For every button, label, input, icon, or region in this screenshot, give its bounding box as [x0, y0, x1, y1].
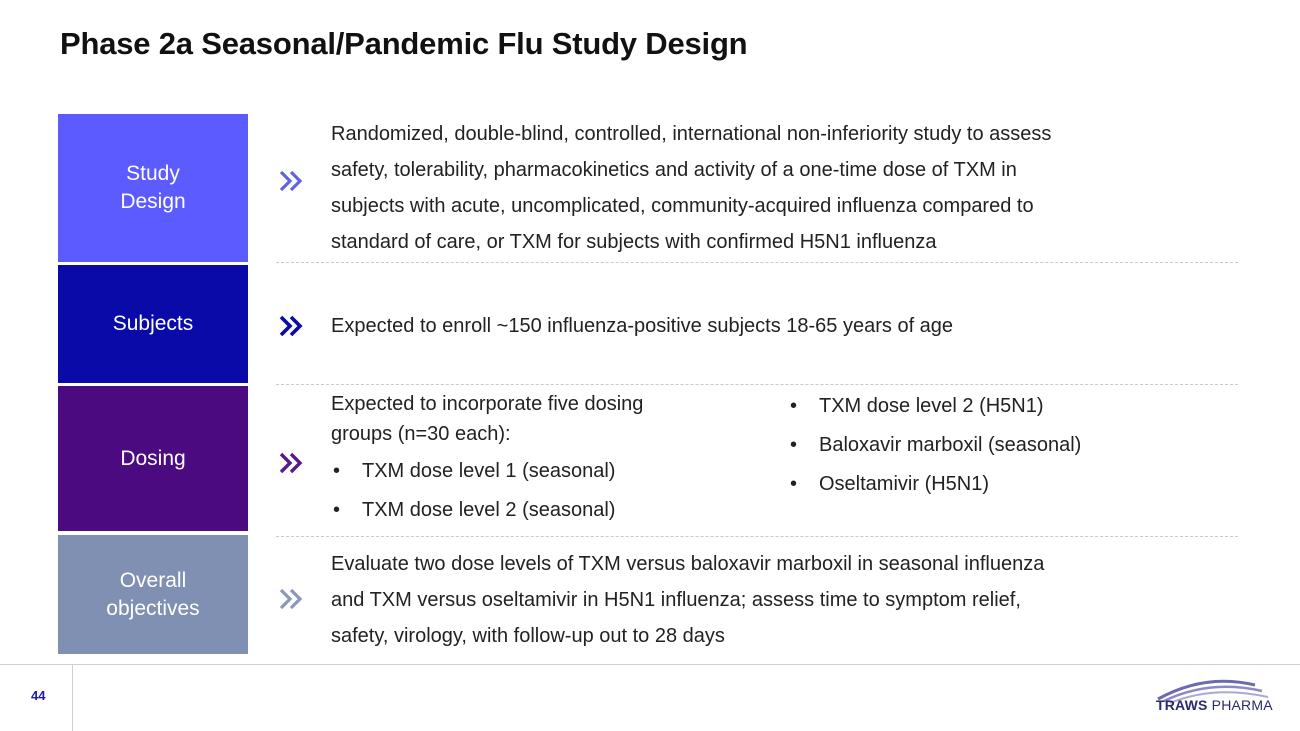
footer-divider	[0, 664, 1300, 665]
objectives-label	[58, 535, 248, 654]
dosing-intro	[331, 389, 751, 449]
dosing-groups-list-right	[788, 387, 1238, 504]
dosing-groups-list-left	[331, 452, 751, 530]
double-chevron-icon	[276, 584, 306, 614]
study-design-label-line2: Design	[120, 190, 186, 213]
list-item: • Baloxavir marboxil (seasonal)	[788, 426, 1238, 465]
objectives-text-line: Evaluate two dose levels of TXM versus baloxavir marboxil in seasonal influenza	[331, 553, 1045, 575]
row-divider	[276, 384, 1238, 385]
subjects-label	[58, 265, 248, 383]
dosing-left-column	[331, 389, 751, 530]
page-number: 44	[31, 688, 46, 703]
study-design-text-line: standard of care, or TXM for subjects with confirmed H5N1 influenza	[331, 231, 937, 253]
row-divider	[276, 536, 1238, 537]
dosing-intro-line: groups (n=30 each):	[331, 423, 511, 445]
study-design-text-line: subjects with acute, uncomplicated, community-acquired influenza compared to	[331, 195, 1034, 217]
double-chevron-icon	[276, 166, 306, 196]
objectives-label-line1: Overall	[119, 568, 187, 592]
row-divider	[276, 262, 1238, 263]
double-chevron-icon	[276, 311, 306, 341]
study-design-label	[58, 114, 248, 262]
list-item: • Oseltamivir (H5N1)	[788, 465, 1238, 504]
dosing-right-column	[788, 387, 1238, 504]
dosing-intro-line: Expected to incorporate five dosing	[331, 393, 644, 415]
logo-word-traws: TRAWS	[1156, 697, 1208, 713]
dosing-label-text: Dosing	[120, 446, 186, 470]
double-chevron-icon	[276, 448, 306, 478]
study-design-text-line: safety, tolerability, pharmacokinetics and activity of a one-time dose of TXM in	[331, 159, 1017, 181]
objectives-text-line: and TXM versus oseltamivir in H5N1 influenza; assess time to symptom relief,	[331, 589, 1021, 611]
objectives-text-line: safety, virology, with follow-up out to 28 days	[331, 625, 725, 647]
slide-title: Phase 2a Seasonal/Pandemic Flu Study Design	[60, 26, 748, 61]
list-item: • TXM dose level 1 (seasonal)	[331, 452, 751, 491]
objectives-label-line2: objectives	[106, 596, 200, 620]
subjects-label-text: Subjects	[112, 312, 194, 335]
objectives-text	[331, 546, 1231, 654]
study-design-text-line: Randomized, double-blind, controlled, international non-inferiority study to assess	[331, 123, 1052, 145]
subjects-text: Expected to enroll ~150 influenza-positive subjects 18-65 years of age	[331, 315, 954, 337]
footer-vertical-divider	[72, 664, 73, 731]
list-item: • TXM dose level 2 (seasonal)	[331, 491, 751, 530]
study-design-label-line1: Study	[126, 162, 180, 185]
list-item: • TXM dose level 2 (H5N1)	[788, 387, 1238, 426]
dosing-label	[58, 386, 248, 531]
logo-wordmark	[1156, 697, 1273, 713]
logo-word-pharma: PHARMA	[1211, 697, 1273, 713]
study-design-text	[331, 116, 1241, 260]
